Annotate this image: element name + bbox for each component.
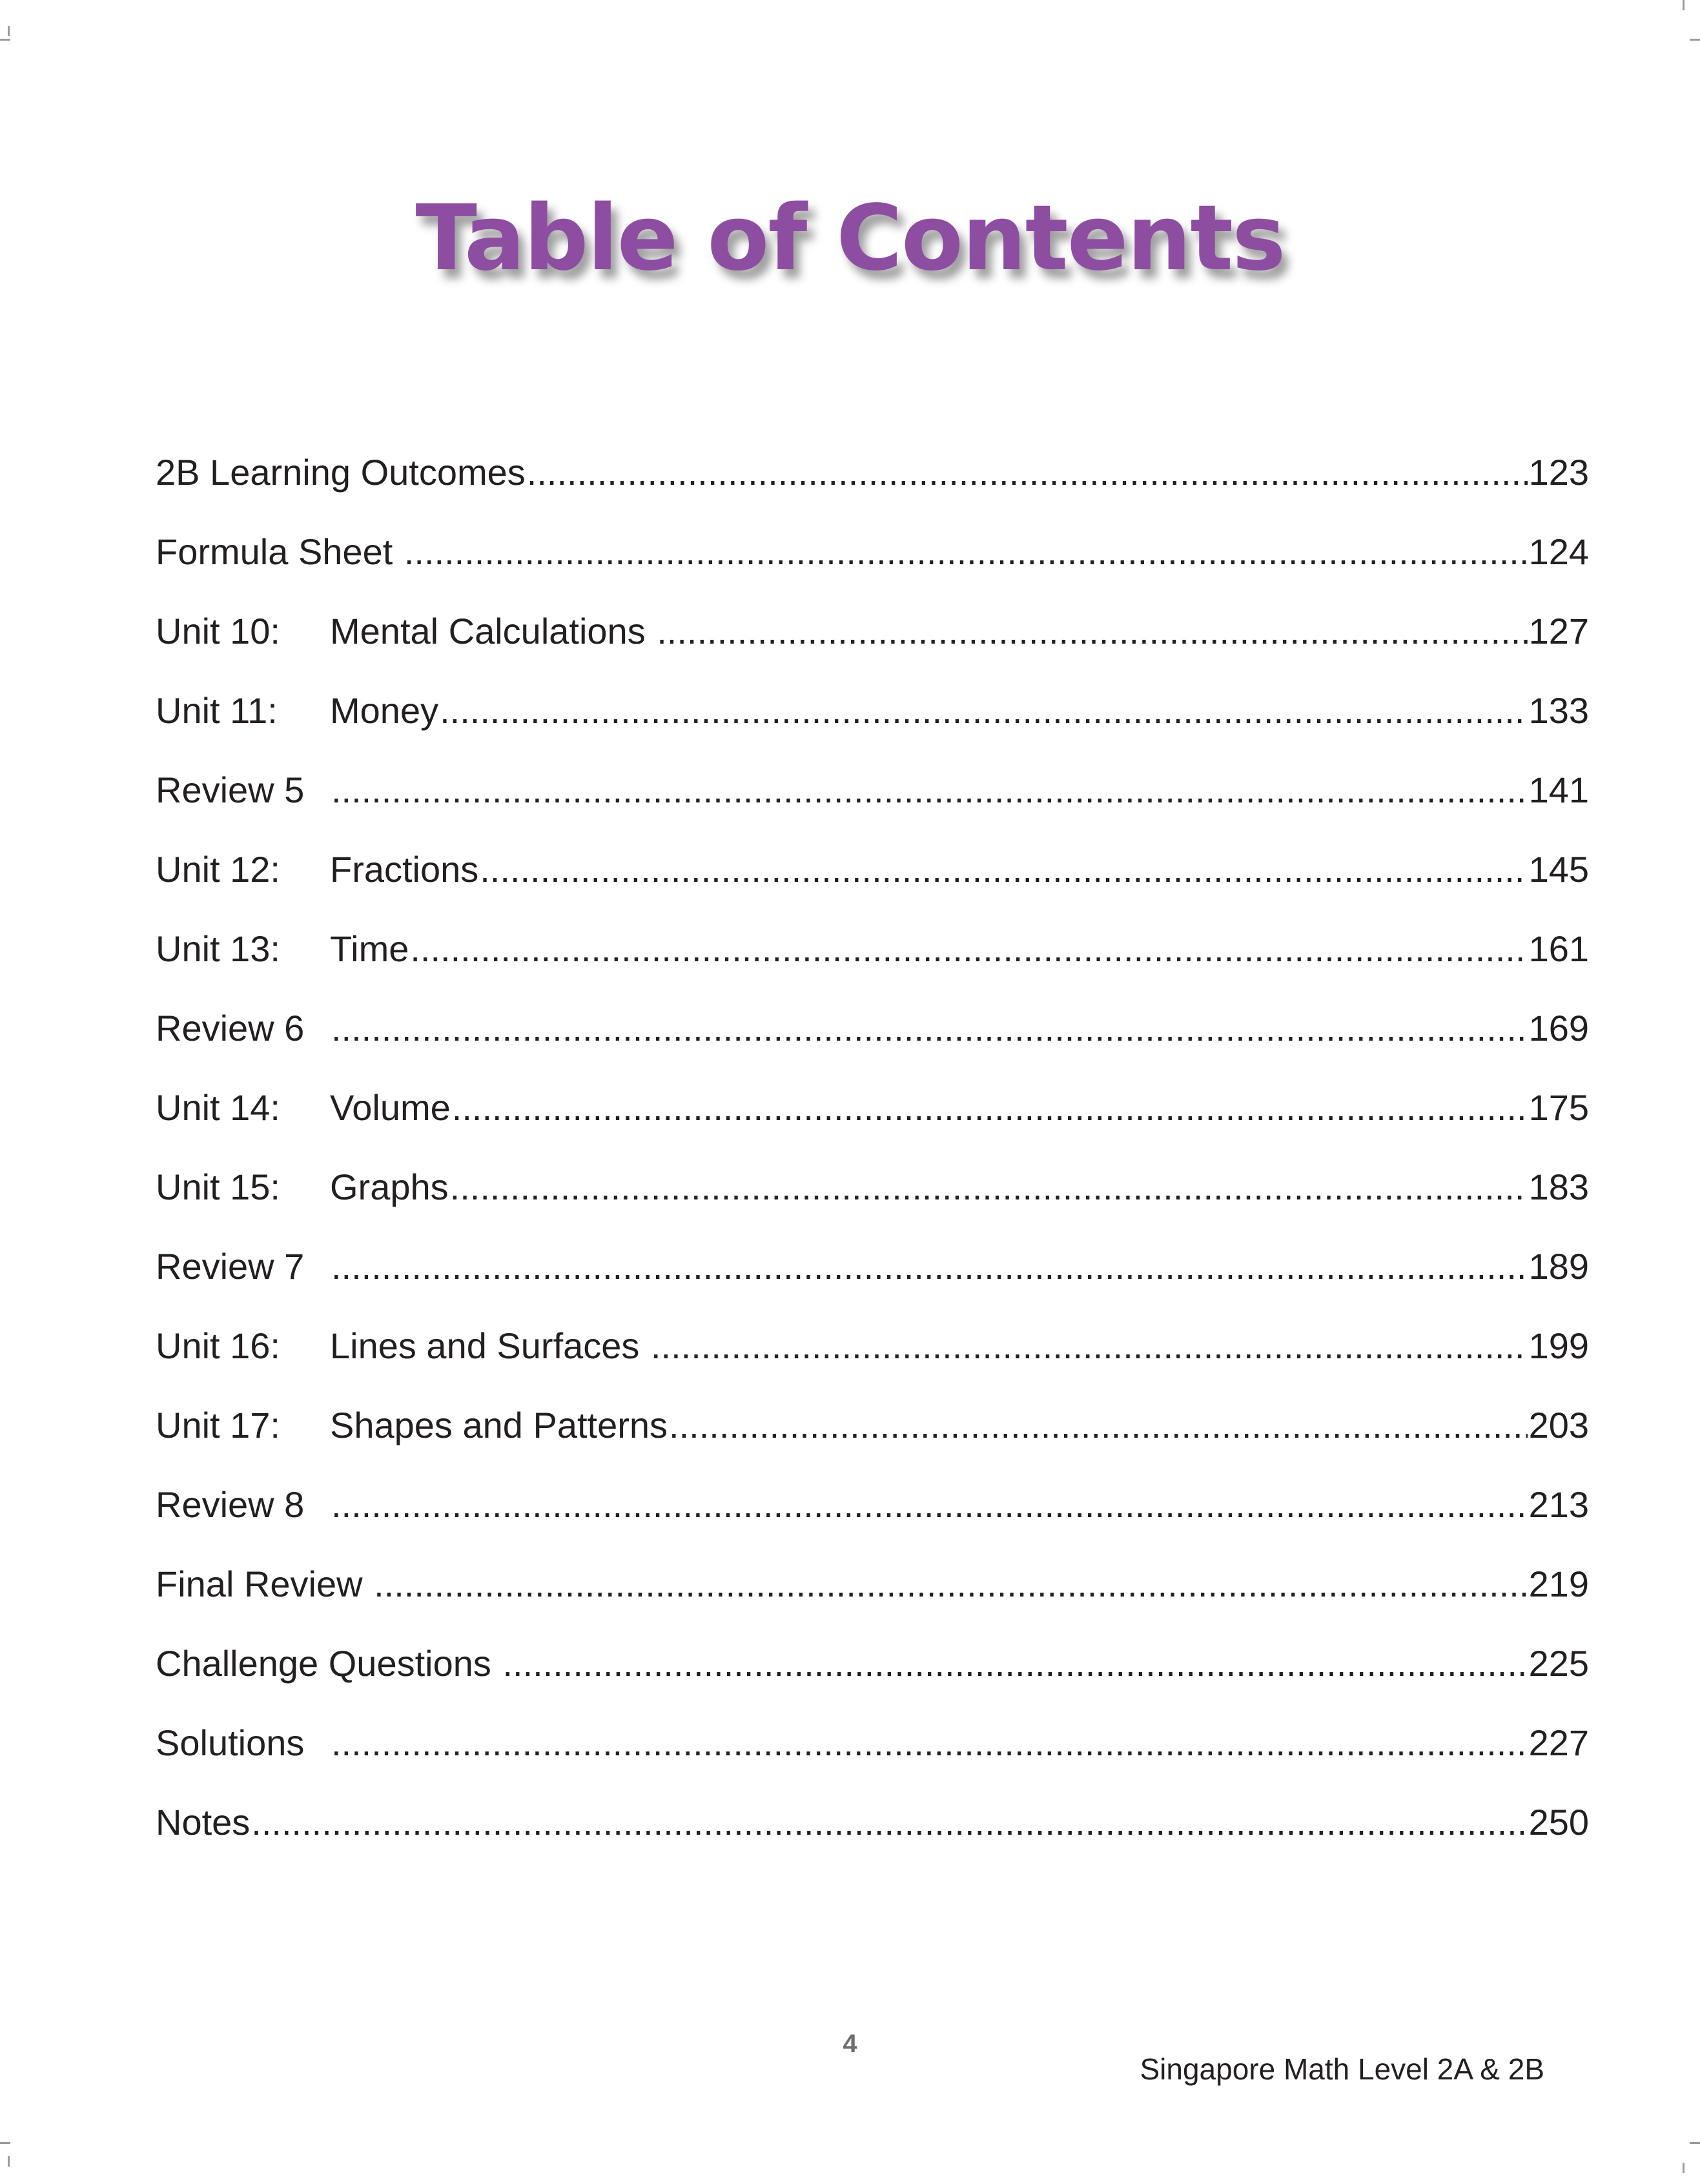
toc-entry-title: Mental Calculations [330, 611, 656, 651]
toc-entry-prefix: Unit 16: [156, 1325, 280, 1366]
crop-mark [1683, 2163, 1685, 2173]
toc-entry-prefix: Solutions [156, 1722, 305, 1763]
dot-leader [331, 1249, 1528, 1285]
toc-entry-page-number: 161 [1528, 928, 1589, 969]
toc-entry-page-number: 213 [1528, 1484, 1589, 1525]
footer-book-title: Singapore Math Level 2A & 2B [1140, 2052, 1544, 2086]
crop-mark [1683, 0, 1685, 10]
dot-leader [657, 613, 1527, 649]
toc-entry [156, 1010, 1589, 1090]
dot-leader [669, 1407, 1528, 1444]
toc-entry-title: Time [330, 928, 409, 969]
dot-leader [502, 1646, 1527, 1682]
toc-entry-page-number: 133 [1528, 690, 1589, 731]
dot-leader [374, 1566, 1527, 1602]
toc-entry [156, 1169, 1589, 1249]
toc-entry-prefix: Review 7 [156, 1246, 305, 1287]
toc-entry-title: Shapes and Patterns [330, 1405, 668, 1445]
dot-leader [251, 1804, 1527, 1841]
dot-leader [331, 1725, 1528, 1761]
toc-entry [156, 928, 1589, 1010]
toc-entry-title: Final Review [156, 1564, 373, 1604]
crop-mark [1690, 39, 1700, 41]
toc-entry-prefix: Review 5 [156, 770, 305, 810]
toc-entry [156, 1246, 1589, 1328]
toc-entry-title: Graphs [330, 1167, 449, 1207]
crop-mark [0, 2142, 10, 2144]
toc-entry [156, 1566, 1589, 1646]
toc-entry-title: Money [330, 690, 439, 731]
toc-entry [156, 849, 1589, 931]
dot-leader [452, 1090, 1528, 1126]
toc-entry-prefix: Review 6 [156, 1008, 305, 1048]
toc-entry-prefix: Unit 10: [156, 611, 280, 651]
page-number: 4 [843, 2030, 857, 2058]
toc-entry [156, 531, 1589, 613]
dot-leader [440, 693, 1527, 729]
toc-entry-title: Formula Sheet [156, 531, 403, 572]
toc-entry-page-number: 199 [1528, 1325, 1589, 1366]
dot-leader [331, 772, 1528, 808]
dot-leader [331, 1487, 1528, 1523]
toc-entry-page-number: 225 [1528, 1643, 1589, 1684]
toc-entry-title: Fractions [330, 849, 479, 890]
dot-leader [527, 454, 1528, 491]
toc-entry [156, 1087, 1589, 1169]
toc-entry [156, 613, 1589, 693]
toc-entry-page-number: 145 [1528, 849, 1589, 890]
toc-entry-title: 2B Learning Outcomes [156, 452, 526, 493]
page-title: Table of Contents [415, 186, 1285, 291]
toc-entry-page-number: 169 [1528, 1008, 1589, 1048]
toc-entry-page-number: 123 [1528, 452, 1589, 493]
toc-entry-prefix: Unit 11: [156, 690, 278, 731]
crop-mark [1690, 2142, 1700, 2144]
toc-entry [156, 1643, 1589, 1725]
toc-entry [156, 772, 1589, 852]
toc-entry [156, 454, 1589, 534]
toc-entry-prefix: Review 8 [156, 1484, 305, 1525]
toc-entry-page-number: 175 [1528, 1087, 1589, 1128]
toc-entry-title: Challenge Questions [156, 1643, 502, 1684]
toc-entry-page-number: 189 [1528, 1246, 1589, 1287]
toc-entry-title: Volume [330, 1087, 451, 1128]
toc-entry-page-number: 203 [1528, 1405, 1589, 1445]
toc-entry-page-number: 141 [1528, 770, 1589, 810]
table-of-contents [156, 454, 1589, 1884]
toc-entry-page-number: 127 [1528, 611, 1589, 651]
dot-leader [651, 1328, 1528, 1364]
toc-entry-prefix: Unit 13: [156, 928, 280, 969]
dot-leader [331, 1010, 1528, 1046]
toc-entry-page-number: 219 [1528, 1564, 1589, 1604]
toc-entry-title: Lines and Surfaces [330, 1325, 650, 1366]
toc-entry [156, 1804, 1589, 1884]
toc-entry-page-number: 183 [1528, 1167, 1589, 1207]
toc-entry-prefix: Unit 17: [156, 1405, 280, 1445]
toc-entry [156, 1407, 1589, 1487]
toc-entry [156, 690, 1589, 772]
dot-leader [410, 931, 1527, 967]
toc-entry-prefix: Unit 15: [156, 1167, 280, 1207]
dot-leader [450, 1169, 1528, 1205]
toc-entry-page-number: 250 [1528, 1802, 1589, 1842]
dot-leader [480, 852, 1527, 888]
toc-entry-prefix: Unit 14: [156, 1087, 280, 1128]
toc-entry [156, 1722, 1589, 1804]
dot-leader [404, 534, 1528, 570]
crop-mark [8, 26, 10, 36]
crop-mark [0, 39, 10, 41]
toc-entry-page-number: 227 [1528, 1722, 1589, 1763]
crop-mark [8, 2156, 10, 2167]
toc-entry [156, 1325, 1589, 1407]
toc-entry-page-number: 124 [1528, 531, 1589, 572]
toc-entry [156, 1484, 1589, 1566]
toc-entry-prefix: Unit 12: [156, 849, 280, 890]
toc-entry-title: Notes [156, 1802, 251, 1842]
